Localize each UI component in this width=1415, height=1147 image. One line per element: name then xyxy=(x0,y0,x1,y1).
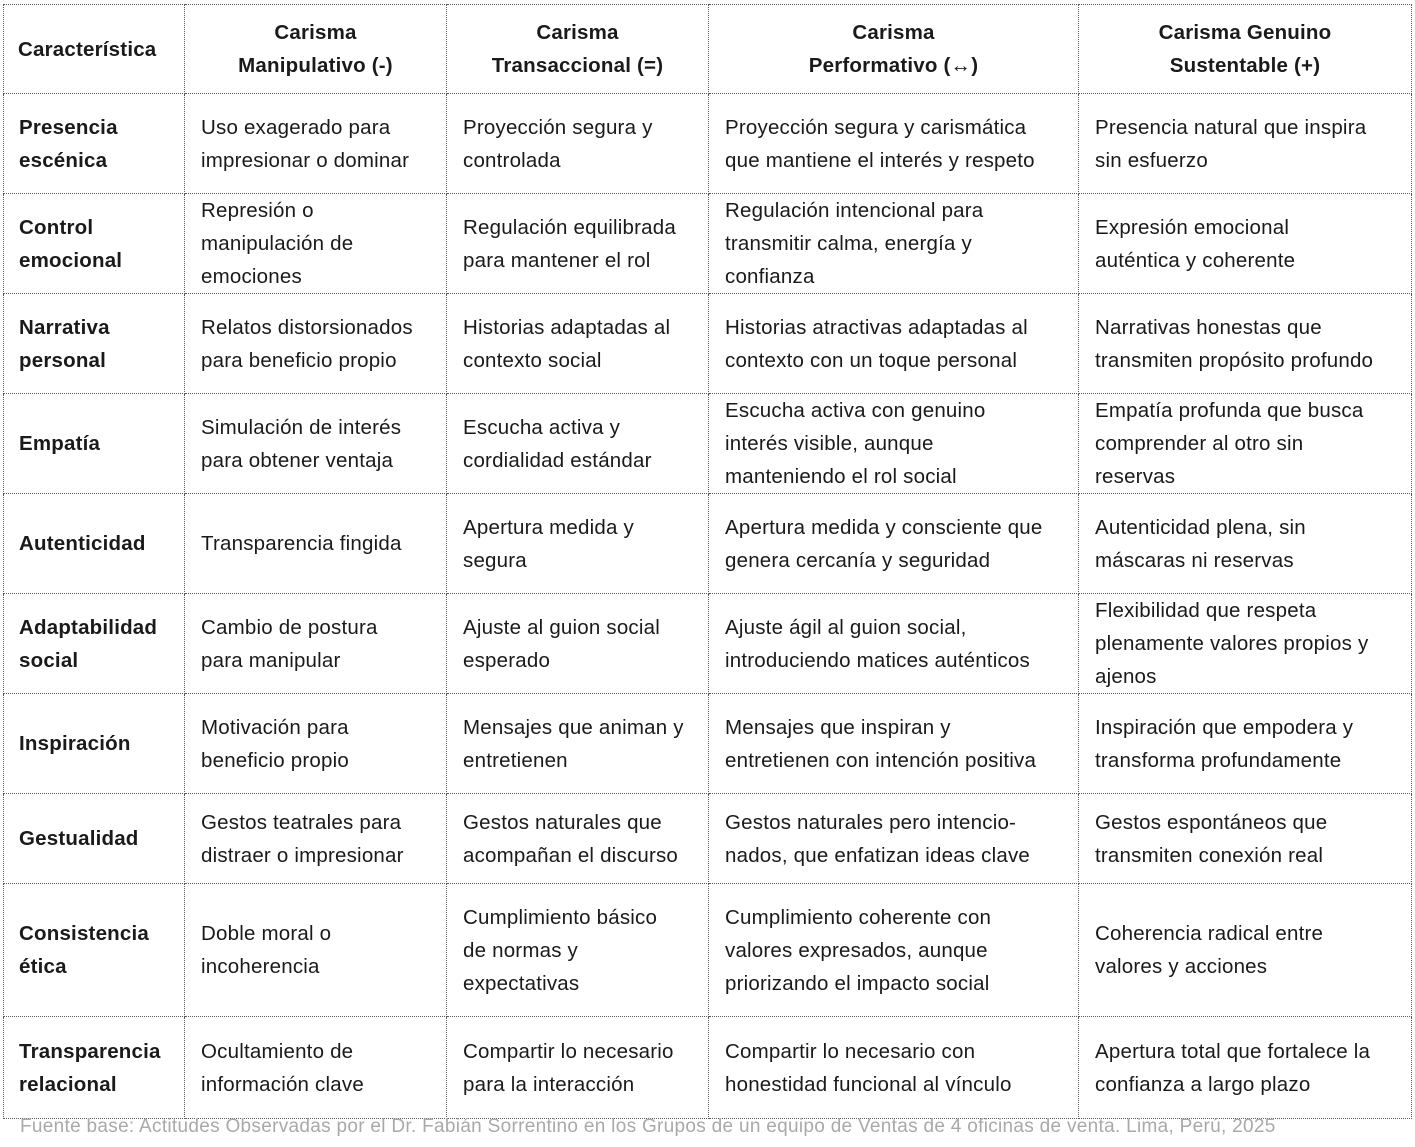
row-label: Control emocional xyxy=(4,194,185,294)
table-row xyxy=(4,694,1412,794)
row-label: Transparencia relacional xyxy=(4,1017,185,1119)
table-cell: Cumplimiento básico de normas y expectativas xyxy=(447,884,709,1017)
row-label: Gestualidad xyxy=(4,794,185,884)
table-cell: Escucha activa con genuino interés visible, aunque manteniendo el rol social xyxy=(709,394,1079,494)
table-cell: Historias adaptadas al contexto social xyxy=(447,294,709,394)
header-cell: Carisma Performativo (↔) xyxy=(709,5,1079,94)
table-cell: Gestos naturales pero intencio- nados, que enfatizan ideas clave xyxy=(709,794,1079,884)
table-cell: Cumplimiento coherente con valores expresados, aunque priorizando el impacto social xyxy=(709,884,1079,1017)
table-row xyxy=(4,594,1412,694)
row-label: Consistencia ética xyxy=(4,884,185,1017)
table-cell: Doble moral o incoherencia xyxy=(185,884,447,1017)
table-cell: Proyección segura y carismática que mantiene el interés y respeto xyxy=(709,94,1079,194)
row-label: Presencia escénica xyxy=(4,94,185,194)
table-cell: Historias atractivas adaptadas al contexto con un toque personal xyxy=(709,294,1079,394)
header-cell: Característica xyxy=(4,5,185,94)
table-cell: Relatos distorsionados para beneficio propio xyxy=(185,294,447,394)
table-cell: Cambio de postura para manipular xyxy=(185,594,447,694)
header-cell: Carisma Manipulativo (-) xyxy=(185,5,447,94)
row-label: Inspiración xyxy=(4,694,185,794)
table-row xyxy=(4,884,1412,1017)
row-label: Adaptabilidad social xyxy=(4,594,185,694)
comparison-table xyxy=(3,4,1412,1119)
table-cell: Flexibilidad que respeta plenamente valores propios y ajenos xyxy=(1079,594,1412,694)
table-row xyxy=(4,194,1412,294)
table-cell: Apertura medida y consciente que genera cercanía y seguridad xyxy=(709,494,1079,594)
table-cell: Gestos teatrales para distraer o impresionar xyxy=(185,794,447,884)
table-cell: Proyección segura y controlada xyxy=(447,94,709,194)
table-cell: Gestos espontáneos que transmiten conexión real xyxy=(1079,794,1412,884)
table-cell: Compartir lo necesario para la interacción xyxy=(447,1017,709,1119)
table-cell: Apertura total que fortalece la confianza a largo plazo xyxy=(1079,1017,1412,1119)
table-cell: Ajuste al guion social esperado xyxy=(447,594,709,694)
table-cell: Uso exagerado para impresionar o dominar xyxy=(185,94,447,194)
table-cell: Mensajes que inspiran y entretienen con intención positiva xyxy=(709,694,1079,794)
row-label: Empatía xyxy=(4,394,185,494)
table-cell: Simulación de interés para obtener ventaja xyxy=(185,394,447,494)
header-row xyxy=(4,5,1412,94)
table-cell: Ajuste ágil al guion social, introduciendo matices auténticos xyxy=(709,594,1079,694)
table-cell: Presencia natural que inspira sin esfuerzo xyxy=(1079,94,1412,194)
table-cell: Expresión emocional auténtica y coherente xyxy=(1079,194,1412,294)
table-cell: Gestos naturales que acompañan el discurso xyxy=(447,794,709,884)
table-cell: Apertura medida y segura xyxy=(447,494,709,594)
table-row xyxy=(4,94,1412,194)
table-cell: Coherencia radical entre valores y acciones xyxy=(1079,884,1412,1017)
row-label: Narrativa personal xyxy=(4,294,185,394)
table-cell: Empatía profunda que busca comprender al otro sin reservas xyxy=(1079,394,1412,494)
table-cell: Regulación equilibrada para mantener el rol xyxy=(447,194,709,294)
table-cell: Regulación intencional para transmitir calma, energía y confianza xyxy=(709,194,1079,294)
header-cell: Carisma Transaccional (=) xyxy=(447,5,709,94)
table-cell: Represión o manipulación de emociones xyxy=(185,194,447,294)
table-row xyxy=(4,494,1412,594)
table-row xyxy=(4,1017,1412,1119)
row-label: Autenticidad xyxy=(4,494,185,594)
table-cell: Mensajes que animan y entretienen xyxy=(447,694,709,794)
header-cell: Carisma Genuino Sustentable (+) xyxy=(1079,5,1412,94)
table-cell: Escucha activa y cordialidad estándar xyxy=(447,394,709,494)
table-row xyxy=(4,394,1412,494)
table-cell: Compartir lo necesario con honestidad funcional al vínculo xyxy=(709,1017,1079,1119)
table-cell: Transparencia fingida xyxy=(185,494,447,594)
table-cell: Motivación para beneficio propio xyxy=(185,694,447,794)
table-cell: Ocultamiento de información clave xyxy=(185,1017,447,1119)
source-caption: Fuente base: Actitudes Observadas por el Dr. Fabián Sorrentino en los Grupos de un equipo de Ventas de 4 oficinas de venta. Lima, Perú, 2025 xyxy=(20,1116,1276,1137)
table-cell: Inspiración que empodera y transforma profundamente xyxy=(1079,694,1412,794)
table-cell: Narrativas honestas que transmiten propósito profundo xyxy=(1079,294,1412,394)
table-row xyxy=(4,794,1412,884)
table-row xyxy=(4,294,1412,394)
table-cell: Autenticidad plena, sin máscaras ni reservas xyxy=(1079,494,1412,594)
